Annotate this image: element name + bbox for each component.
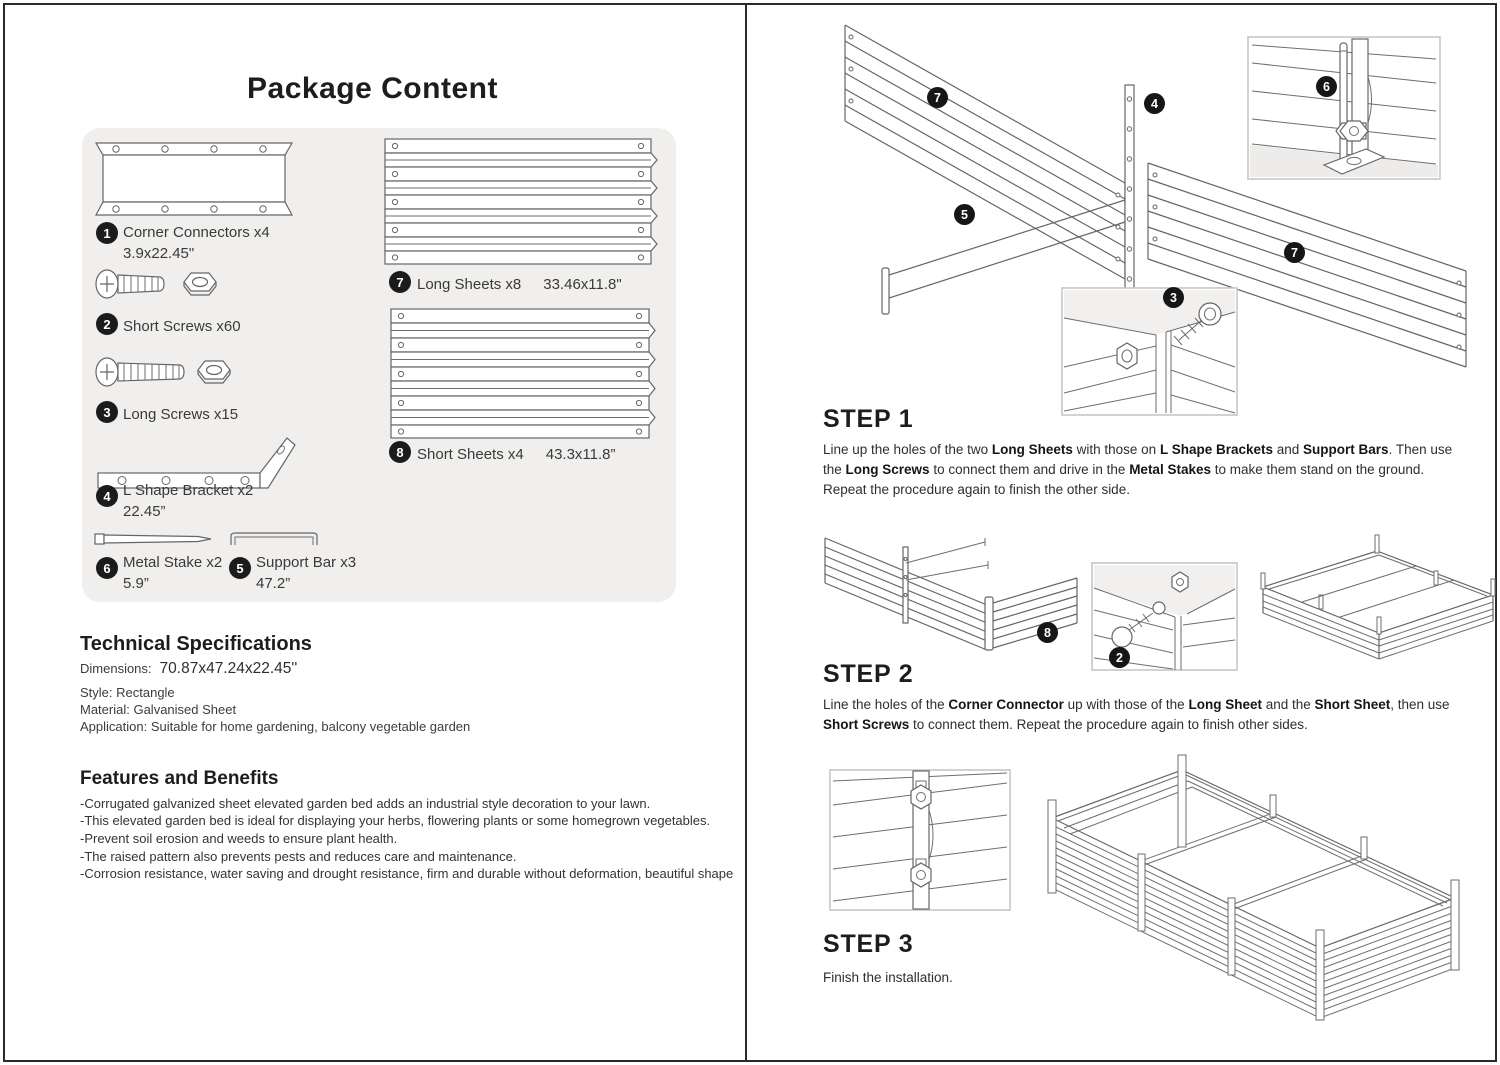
support-bar-drawing bbox=[228, 528, 320, 546]
part-7-label-row bbox=[417, 274, 622, 295]
spec-dimensions-value: 70.87x47.24x22.45'' bbox=[159, 660, 298, 677]
page-title: Package Content bbox=[247, 72, 498, 105]
part-5-label-block bbox=[256, 552, 356, 594]
part-3-badge: 3 bbox=[96, 401, 118, 423]
long-screw-drawing bbox=[94, 354, 246, 390]
package-content-panel bbox=[0, 0, 745, 1065]
part-1-dim: 3.9x22.45" bbox=[123, 245, 195, 262]
step2-assembled-frame bbox=[1261, 535, 1495, 659]
part-6-dim: 5.9” bbox=[123, 575, 149, 592]
part-8-dim: 43.3x11.8” bbox=[545, 446, 616, 463]
step3-heading: STEP 3 bbox=[823, 930, 914, 958]
step2-heading: STEP 2 bbox=[823, 660, 914, 688]
part-7-dim: 33.46x11.8" bbox=[543, 276, 622, 293]
short-screw-drawing bbox=[94, 266, 232, 302]
feature-item: -Prevent soil erosion and weeds to ensure plant health. bbox=[80, 831, 398, 846]
feature-item: -The raised pattern also prevents pests and reduces care and maintenance. bbox=[80, 849, 517, 864]
part-7-badge: 7 bbox=[389, 271, 411, 293]
step1-left-long-sheet bbox=[845, 25, 1125, 279]
corner-connector-drawing bbox=[96, 142, 292, 216]
step1-body: Line up the holes of the two Long Sheets with those on L Shape Brackets and Support Bars. Then use the Long Screws to connect them and drive in the Metal Stakes to make them stand on the ground. Repeat the procedure again to finish the other side. bbox=[823, 442, 1453, 497]
part-6-label-block bbox=[123, 552, 222, 594]
part-8-label: Short Sheets x4 bbox=[417, 446, 524, 463]
feature-item: -This elevated garden bed is ideal for displaying your herbs, flowering plants or some homegrown vegetables. bbox=[80, 813, 711, 828]
panel-divider-line bbox=[745, 3, 747, 1062]
step1-heading: STEP 1 bbox=[823, 405, 914, 433]
step1-diagram bbox=[818, 15, 1498, 420]
assembly-steps-panel bbox=[748, 0, 1500, 1065]
part-4-badge: 4 bbox=[96, 485, 118, 507]
spec-style: Style: Rectangle bbox=[80, 685, 175, 700]
spec-dimensions-row bbox=[80, 660, 297, 677]
part-5-label: Support Bar x3 bbox=[256, 554, 357, 571]
callout-long-screw: 3 bbox=[1163, 287, 1184, 308]
callout-long-sheet-2: 7 bbox=[1284, 242, 1305, 263]
part-8-badge: 8 bbox=[389, 441, 411, 463]
parts-list-card bbox=[82, 128, 676, 602]
step1-inset-metal-stake bbox=[1248, 37, 1440, 179]
callout-l-bracket: 4 bbox=[1144, 93, 1165, 114]
part-4-label-block bbox=[123, 480, 253, 522]
step2-body: Line the holes of the Corner Connector up with those of the Long Sheet and the Short Sheet, then use Short Screws to connect them. Repeat the procedure again to finish other sides. bbox=[823, 697, 1450, 732]
step3-inset-connector bbox=[830, 770, 1010, 910]
part-8-label-row bbox=[417, 444, 616, 465]
part-3-label: Long Screws x15 bbox=[123, 406, 239, 423]
step1-l-bracket bbox=[1125, 85, 1134, 310]
part-6-badge: 6 bbox=[96, 557, 118, 579]
part-2-badge: 2 bbox=[96, 313, 118, 335]
tech-specs-heading: Technical Specifications bbox=[80, 633, 312, 655]
spec-dimensions-label: Dimensions: bbox=[80, 661, 152, 676]
step1-inset-long-screw bbox=[1062, 288, 1237, 415]
spec-material: Material: Galvanised Sheet bbox=[80, 702, 237, 717]
part-5-badge: 5 bbox=[229, 557, 251, 579]
part-6-label: Metal Stake x2 bbox=[123, 554, 223, 571]
part-2-label: Short Screws x60 bbox=[123, 318, 241, 335]
step2-diagram bbox=[755, 525, 1500, 665]
callout-short-sheet: 8 bbox=[1037, 622, 1058, 643]
feature-item: -Corrosion resistance, water saving and drought resistance, firm and durable without deformation, beautiful shape bbox=[80, 866, 734, 881]
feature-item: -Corrugated galvanized sheet elevated garden bed adds an industrial style decoration to your lawn. bbox=[80, 796, 651, 811]
callout-metal-stake: 6 bbox=[1316, 76, 1337, 97]
part-1-label-block bbox=[123, 222, 270, 264]
spec-application: Application: Suitable for home gardening, balcony vegetable garden bbox=[80, 719, 471, 734]
callout-long-sheet: 7 bbox=[927, 87, 948, 108]
features-heading: Features and Benefits bbox=[80, 768, 279, 789]
metal-stake-drawing bbox=[94, 531, 214, 547]
part-4-label: L Shape Bracket x2 bbox=[123, 482, 254, 499]
callout-short-screw: 2 bbox=[1109, 647, 1130, 668]
short-sheets-drawing bbox=[388, 308, 658, 439]
callout-support-bar: 5 bbox=[954, 204, 975, 225]
part-1-label: Corner Connectors x4 bbox=[123, 224, 270, 241]
long-sheets-drawing bbox=[382, 138, 660, 265]
part-7-label: Long Sheets x8 bbox=[417, 276, 522, 293]
step3-body: Finish the installation. bbox=[823, 970, 953, 985]
part-4-dim: 22.45” bbox=[123, 503, 166, 520]
part-1-badge: 1 bbox=[96, 222, 118, 244]
part-5-dim: 47.2” bbox=[256, 575, 291, 592]
